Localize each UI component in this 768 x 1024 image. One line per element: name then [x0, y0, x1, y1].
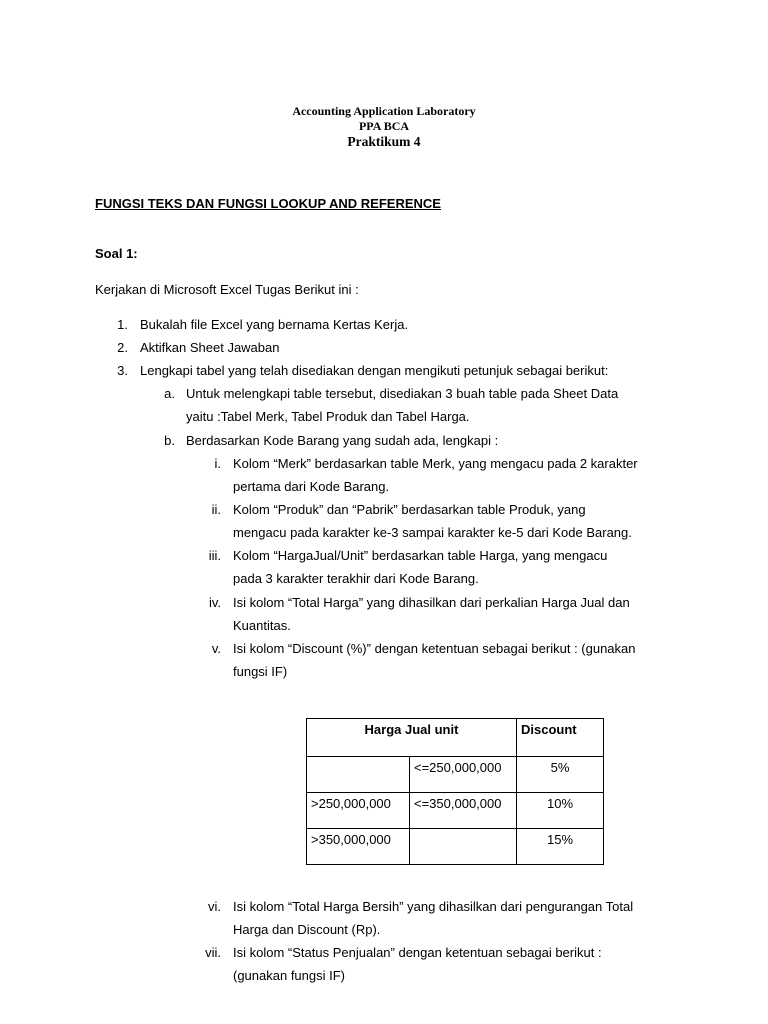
lab-title: Accounting Application Laboratory: [292, 104, 476, 118]
list-item-text: pada 3 karakter terakhir dari Kode Barang.: [233, 571, 479, 586]
list-marker: 1.: [117, 317, 128, 332]
institution-name: PPA BCA: [358, 119, 410, 133]
list-marker: iv.: [208, 595, 221, 610]
list-marker: a.: [164, 386, 175, 401]
list-item-text: Bukalah file Excel yang bernama Kertas Kerja.: [140, 317, 409, 332]
list-marker: i.: [214, 456, 221, 471]
table-row: [307, 829, 604, 865]
max-price-cell: [410, 829, 517, 865]
list-marker: v.: [211, 641, 221, 656]
section-title: FUNGSI TEKS DAN FUNGSI LOOKUP AND REFERENCE: [95, 196, 441, 211]
list-marker: 3.: [117, 363, 128, 378]
list-item-text: Untuk melengkapi table tersebut, disediakan 3 buah table pada Sheet Data: [186, 386, 619, 401]
max-price-cell: <=250,000,000: [410, 757, 517, 793]
discount-cell: 10%: [517, 793, 604, 829]
list-item-text: Isi kolom “Discount (%)” dengan ketentuan sebagai berikut : (gunakan: [233, 641, 636, 656]
header-discount-cell: Discount: [517, 719, 604, 757]
intro-text: Kerjakan di Microsoft Excel Tugas Berikut ini :: [95, 282, 359, 297]
list-item-text: yaitu :Tabel Merk, Tabel Produk dan Tabel Harga.: [186, 409, 470, 424]
discount-cell: 15%: [517, 829, 604, 865]
table-row: [307, 757, 604, 793]
list-item-text: (gunakan fungsi IF): [233, 968, 346, 983]
list-item-text: Berdasarkan Kode Barang yang sudah ada, lengkapi :: [186, 433, 499, 448]
list-marker: ii.: [211, 502, 221, 517]
list-item-text: Kolom “HargaJual/Unit” berdasarkan table Harga, yang mengacu: [233, 548, 608, 563]
list-item-text: Isi kolom “Total Harga” yang dihasilkan dari perkalian Harga Jual dan: [233, 595, 630, 610]
max-price-cell: <=350,000,000: [410, 793, 517, 829]
list-item-text: fungsi IF): [233, 664, 288, 679]
discount-cell: 5%: [517, 757, 604, 793]
list-item-text: Isi kolom “Total Harga Bersih” yang dihasilkan dari pengurangan Total: [233, 899, 634, 914]
table-header-row: [307, 719, 604, 757]
header-price-cell: Harga Jual unit: [307, 719, 517, 757]
list-marker: vii.: [205, 945, 221, 960]
list-marker: iii.: [208, 548, 221, 563]
list-item-text: Kolom “Merk” berdasarkan table Merk, yang mengacu pada 2 karakter: [233, 456, 638, 471]
table-row: [307, 793, 604, 829]
list-item-text: Lengkapi tabel yang telah disediakan dengan mengikuti petunjuk sebagai berikut:: [140, 363, 609, 378]
list-item-text: pertama dari Kode Barang.: [233, 479, 390, 494]
list-marker: 2.: [117, 340, 128, 355]
list-item-text: Kuantitas.: [233, 618, 291, 633]
min-price-cell: >350,000,000: [307, 829, 410, 865]
list-item-text: Isi kolom “Status Penjualan” dengan ketentuan sebagai berikut :: [233, 945, 602, 960]
list-item-text: Kolom “Produk” dan “Pabrik” berdasarkan table Produk, yang: [233, 502, 586, 517]
list-item-text: mengacu pada karakter ke-3 sampai karakter ke-5 dari Kode Barang.: [233, 525, 632, 540]
question-label: Soal 1:: [95, 246, 138, 261]
practicum-title: Praktikum 4: [347, 134, 421, 149]
list-marker: b.: [164, 433, 175, 448]
min-price-cell: >250,000,000: [307, 793, 410, 829]
discount-table: [306, 718, 604, 865]
list-item-text: Harga dan Discount (Rp).: [233, 922, 381, 937]
list-marker: vi.: [208, 899, 221, 914]
min-price-cell: [307, 757, 410, 793]
list-item-text: Aktifkan Sheet Jawaban: [140, 340, 280, 355]
